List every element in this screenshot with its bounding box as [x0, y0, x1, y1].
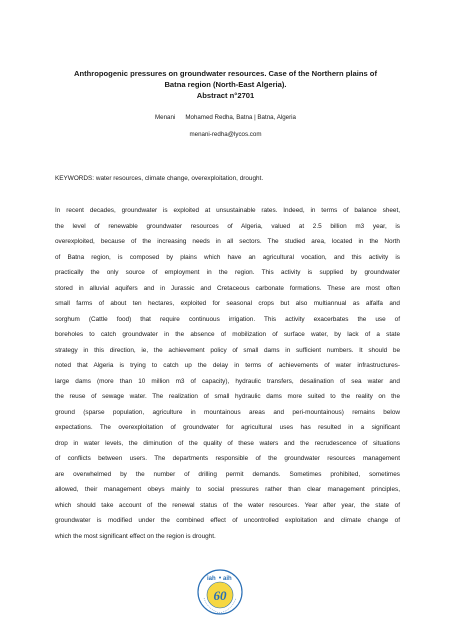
title-line-1: Anthropogenic pressures on groundwater resources. Case of the Northern plains of — [74, 69, 377, 78]
author-email: menani-redha@lycos.com — [189, 131, 262, 138]
abstract-line: boreholes to catch groundwater in the absence of mobilization of surface water, by lack of a state — [55, 331, 400, 338]
abstract-line: are overwhelmed by the number of drilling permit demands. Sometimes prohibited, sometimes — [55, 470, 400, 478]
abstract-body — [55, 203, 400, 544]
paper-title — [40, 68, 411, 101]
abstract-line: ground (sparse population, agriculture in mountainous areas and peri-mountainous) remains below — [55, 408, 400, 416]
author-name: Menani — [155, 114, 176, 121]
abstract-line: expectations. The overexploitation of groundwater for agricultural uses has resulted in a significant — [55, 424, 400, 431]
abstract-line: the level of renewable groundwater resources of Algeria, valued at 2.5 billion m3 year, is — [55, 222, 400, 230]
keywords: KEYWORDS: water resources, climate change, overexploitation, drought. — [55, 175, 264, 182]
abstract-line: drop in water levels, the diminution of the quality of these waters and the recrudescence of situations — [55, 439, 400, 447]
abstract-line: overexploited, because of the increasing needs in all sectors. The studied area, located in the North — [55, 238, 400, 245]
iah-60-logo — [196, 568, 244, 616]
abstract-line: of Batna region, is composed by plains which have an agricultural vocation, and this activity is — [55, 253, 400, 261]
abstract-line: allowed, their management obeys mainly to social pressures rather than clear management principles, — [55, 486, 400, 493]
abstract-line: of conflicts between users. The departments responsible of the groundwater resources management — [55, 455, 400, 462]
title-line-3: Abstract n°2701 — [196, 91, 255, 100]
abstract-line: small farms of about ten hectares, exploited for seasonal crops but also multiannual as alfalfa and — [55, 300, 400, 307]
abstract-line: practically the only source of employment in the region. This activity is supplied by groundwater — [55, 269, 400, 276]
logo-text-iah: iah — [207, 576, 216, 582]
abstract-line: large dams (more than 10 million m3 of capacity), hydraulic transfers, desalination of sea water and — [55, 377, 400, 385]
title-line-2: Batna region (North-East Algeria). — [164, 80, 287, 89]
abstract-line: sorghum (Cattle food) that require continuous irrigation. This activity exacerbates the use of — [55, 315, 400, 323]
abstract-line: which should take account of the renewal status of the water resources. Year after year, the state of — [55, 501, 400, 509]
author-affiliation: Mohamed Redha, Batna | Batna, Algeria — [185, 114, 296, 121]
abstract-line: which the most significant effect on the region is drought. — [55, 532, 216, 540]
abstract-line: In recent decades, groundwater is exploited at unsustainable rates. Indeed, in terms of balance sheet, — [55, 207, 400, 214]
abstract-line: the reuse of sewage water. The realization of small hydraulic dams more suited to the reality on the — [55, 393, 400, 400]
abstract-line: strategy in this direction, ie, the achievement policy of small dams in sufficient numbers. It should be — [55, 346, 400, 354]
abstract-line: stored in alluvial aquifers and in Jurassic and Cretaceous carbonate formations. These are most often — [55, 284, 400, 292]
logo-number: 60 — [213, 588, 227, 603]
author-line — [0, 113, 451, 122]
abstract-line: noted that Algeria is trying to catch up the delay in terms of achievements of water infrastructures- — [55, 362, 400, 369]
logo-text-aih: aih — [223, 576, 232, 582]
abstract-line: groundwater is modified under the combined effect of uncontrolled exploitation and climate change of — [55, 517, 400, 524]
